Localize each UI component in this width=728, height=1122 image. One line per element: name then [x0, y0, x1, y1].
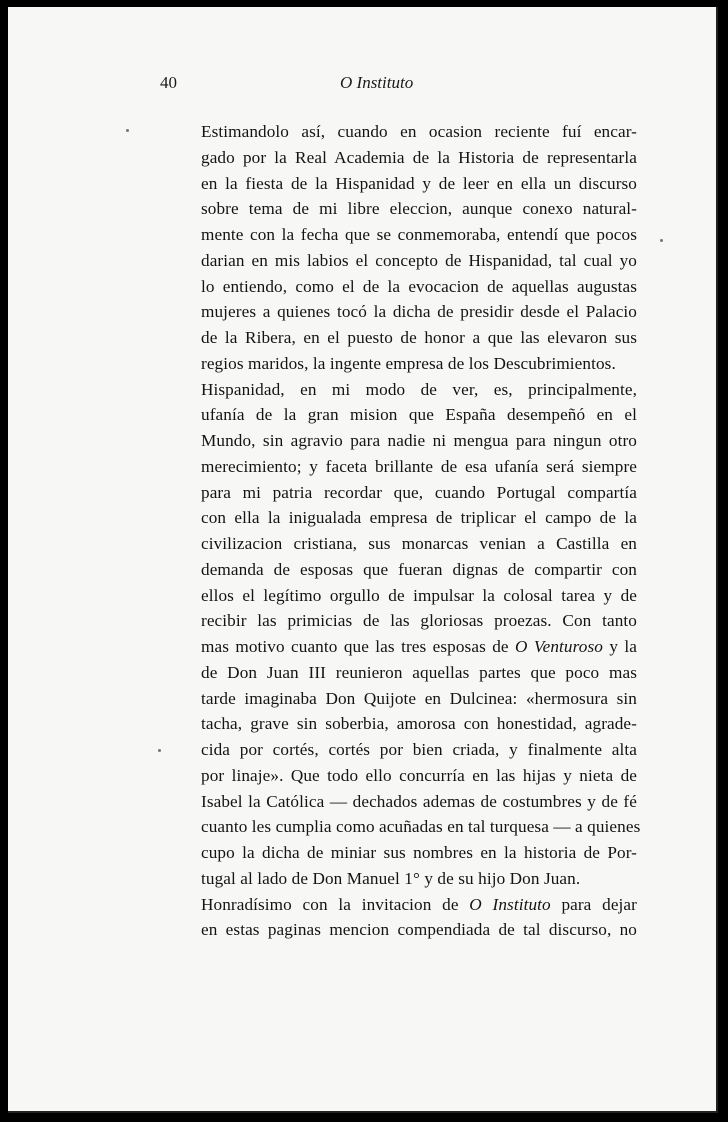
text-line: cida por cortés, cortés por bien criada, y finalmente alta: [201, 740, 637, 759]
text-line: recibir las primicias de las gloriosas proezas. Con tanto: [201, 611, 637, 631]
text-segment: mas motivo cuanto que las tres esposas de: [201, 637, 509, 656]
paragraph-2: [161, 377, 641, 892]
running-title: O Instituto: [340, 73, 414, 92]
text-line: darian en mis labios el concepto de Hispanidad, tal cual yo: [201, 250, 637, 270]
text-line: sobre tema de mi libre eleccion, aunque conexo natural-: [201, 199, 637, 219]
text-line-mixed: [161, 660, 637, 686]
text-segment: para dejar: [561, 894, 637, 914]
text-line: cupo la dicha de miniar sus nombres en la historia de Por-: [201, 843, 637, 862]
body-text: [161, 119, 641, 943]
text-line: merecimiento; y faceta brillante de esa ufanía será siempre: [201, 456, 637, 476]
text-segment: reunieron aquellas partes que poco mas: [335, 662, 637, 682]
text-line: para mi patria recordar que, cuando Portugal compartía: [201, 482, 637, 502]
text-line: lo entiendo, como el de la evocacion de aquellas augustas: [201, 276, 637, 296]
text-line: ellos el legítimo orgullo de impulsar la colosal tarea y de: [201, 585, 637, 605]
text-line: de la Ribera, en el puesto de honor a que las elevaron sus: [201, 328, 637, 347]
text-line: mujeres a quienes tocó la dicha de presidir desde el Palacio: [201, 302, 637, 322]
roman-numeral: III: [308, 662, 326, 682]
text-line: mente con la fecha que se conmemoraba, entendí que pocos: [201, 225, 637, 244]
text-line: tacha, grave sin soberbia, amorosa con honestidad, agrade-: [201, 714, 637, 734]
text-line: con ella la inigualada empresa de triplicar el campo de la: [201, 508, 637, 528]
paragraph-1: [161, 119, 637, 377]
book-page: [8, 7, 718, 1113]
italic-title: O Instituto: [469, 894, 551, 914]
text-line: gado por la Real Academia de la Historia de representarla: [201, 147, 637, 167]
text-line: Mundo, sin agravio para nadie ni mengua para ningun otro: [201, 431, 637, 450]
text-line: en estas paginas mencion compendiada de tal discurso, no: [201, 920, 637, 940]
text-segment: y la: [609, 637, 637, 656]
text-line: Hispanidad, en mi modo de ver, es, principalmente,: [201, 379, 637, 399]
text-segment: Honradísimo con la invitacion de: [201, 894, 459, 914]
text-line: tugal al lado de Don Manuel 1° y de su hijo Don Juan.: [201, 868, 581, 888]
text-line: ufanía de la gran mision que España desempeñó en el: [201, 405, 637, 425]
paper-speck: [158, 749, 161, 752]
text-line: Estimandolo así, cuando en ocasion reciente fuí encar-: [201, 122, 637, 141]
paragraph-3: [161, 892, 637, 944]
text-line: civilizacion cristiana, sus monarcas venian a Castilla en: [201, 534, 637, 553]
text-line: tarde imaginaba Don Quijote en Dulcinea: «hermosura sin: [201, 688, 637, 708]
page-header: [160, 73, 635, 103]
text-segment: de Don Juan: [201, 662, 299, 682]
text-line: regios maridos, la ingente empresa de los Descubrimientos.: [201, 353, 616, 373]
text-line: en la fiesta de la Hispanidad y de leer en ella un discurso: [201, 173, 637, 193]
italic-title: O Venturoso: [515, 637, 603, 656]
page-number: 40: [160, 73, 177, 92]
text-line-mixed: [161, 634, 637, 660]
text-line: por linaje». Que todo ello concurría en las hijas y nieta de: [201, 765, 637, 785]
text-line: Isabel la Católica — dechados ademas de costumbres y de fé: [201, 791, 637, 811]
text-line-mixed: [161, 892, 637, 918]
paper-speck: [126, 129, 129, 132]
paper-speck: [660, 239, 663, 242]
text-line: cuanto les cumplia como acuñadas en tal turquesa — a quienes: [201, 817, 641, 837]
text-line: demanda de esposas que fueran dignas de compartir con: [201, 559, 637, 579]
